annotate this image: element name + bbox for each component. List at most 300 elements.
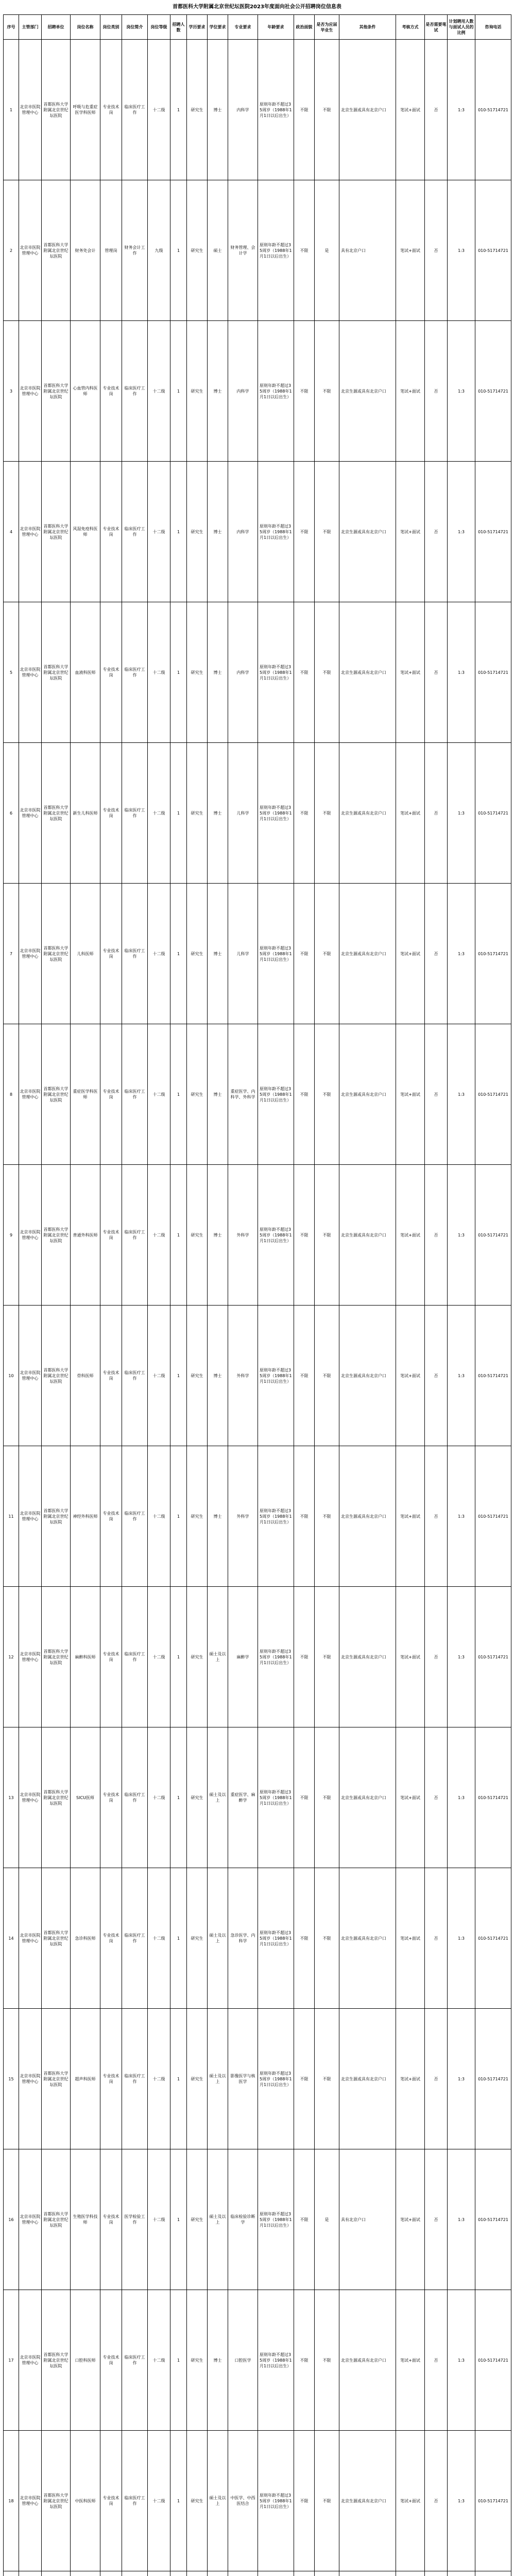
post-description-cell: 临床医疗工作 [122,2290,148,2431]
unit-cell: 首都医科大学附属北京世纪坛医院 [42,462,71,602]
post-category-cell: 专业技术岗 [100,1727,122,1868]
table-row [4,1868,511,2009]
headcount-cell: 1 [170,2009,187,2149]
table-row [4,180,511,321]
political-status-cell: 不限 [294,1306,315,1446]
education-cell: 研究生 [187,1306,208,1446]
major-cell: 重症医学、麻醉学 [228,1727,258,1868]
interview-ratio-cell: 1:3 [448,1727,475,1868]
column-header: 岗位类别 [100,15,122,40]
post-level-cell: 九级 [148,180,170,321]
interview-ratio-cell: 1:3 [448,462,475,602]
post-category-cell: 专业技术岗 [100,321,122,462]
post-category-cell: 专业技术岗 [100,1868,122,2009]
headcount-cell: 1 [170,1306,187,1446]
row-number: 10 [4,1306,19,1446]
department-cell: 北京市医院管理中心 [19,1727,42,1868]
education-cell [187,2571,208,2576]
headcount-cell: 1 [170,1587,187,1727]
recruitment-table [3,14,511,2576]
written-exam-cell: 否 [425,1587,448,1727]
assessment-method-cell: 笔试+面试 [396,2009,425,2149]
age-requirement-cell: 原则年龄不超过35周岁（1988年1月1日以后出生） [258,1446,294,1587]
fresh-graduate-cell: 不限 [315,40,339,180]
major-cell: 内科学 [228,40,258,180]
written-exam-cell: 否 [425,1868,448,2009]
written-exam-cell: 否 [425,462,448,602]
major-cell: 财务管理、会计学 [228,180,258,321]
post-category-cell [100,2571,122,2576]
other-conditions-cell: 北京生源或具有北京户口 [339,884,396,1024]
age-requirement-cell: 原则年龄不超过35周岁（1988年1月1日以后出生） [258,884,294,1024]
education-cell: 研究生 [187,2009,208,2149]
degree-cell: 硕士及以上 [208,1727,228,1868]
post-description-cell: 临床医疗工作 [122,1306,148,1446]
education-cell: 研究生 [187,2290,208,2431]
interview-ratio-cell [448,2571,475,2576]
written-exam-cell: 否 [425,884,448,1024]
headcount-cell: 1 [170,2290,187,2431]
column-header: 序号 [4,15,19,40]
interview-ratio-cell: 1:3 [448,602,475,743]
degree-cell [208,2571,228,2576]
headcount-cell: 1 [170,1727,187,1868]
fresh-graduate-cell: 不限 [315,1306,339,1446]
education-cell: 研究生 [187,1446,208,1587]
fresh-graduate-cell: 不限 [315,602,339,743]
phone-cell: 010-51714721 [475,602,511,743]
department-cell: 北京市医院管理中心 [19,743,42,884]
political-status-cell: 不限 [294,1727,315,1868]
phone-cell: 010-51714721 [475,462,511,602]
unit-cell [42,2571,71,2576]
post-level-cell [148,2571,170,2576]
major-cell: 临床检验诊断学 [228,2149,258,2290]
degree-cell: 硕士 [208,180,228,321]
unit-cell: 首都医科大学附属北京世纪坛医院 [42,743,71,884]
headcount-cell: 1 [170,1868,187,2009]
interview-ratio-cell: 1:3 [448,884,475,1024]
headcount-cell: 1 [170,180,187,321]
unit-cell: 首都医科大学附属北京世纪坛医院 [42,1868,71,2009]
unit-cell: 首都医科大学附属北京世纪坛医院 [42,1446,71,1587]
headcount-cell: 1 [170,40,187,180]
post-level-cell: 十二级 [148,1446,170,1587]
department-cell: 北京市医院管理中心 [19,462,42,602]
post-name-cell: 血液科医师 [71,602,100,743]
phone-cell: 010-51714721 [475,1165,511,1306]
headcount-cell [170,2571,187,2576]
post-description-cell: 临床医疗工作 [122,1024,148,1165]
assessment-method-cell: 笔试+面试 [396,2149,425,2290]
post-level-cell: 十二级 [148,1306,170,1446]
phone-cell: 010-51714721 [475,2431,511,2571]
degree-cell: 博士 [208,2290,228,2431]
interview-ratio-cell: 1:3 [448,1306,475,1446]
age-requirement-cell: 原则年龄不超过35周岁（1988年1月1日以后出生） [258,602,294,743]
other-conditions-cell: 具有北京户口 [339,2149,396,2290]
table-row [4,884,511,1024]
phone-cell: 010-51714721 [475,1587,511,1727]
written-exam-cell: 否 [425,1306,448,1446]
major-cell [228,2571,258,2576]
post-category-cell: 专业技术岗 [100,462,122,602]
department-cell: 北京市医院管理中心 [19,1446,42,1587]
headcount-cell: 1 [170,2431,187,2571]
fresh-graduate-cell [315,2571,339,2576]
column-header: 考核方式 [396,15,425,40]
interview-ratio-cell: 1:3 [448,40,475,180]
post-category-cell: 专业技术岗 [100,1024,122,1165]
assessment-method-cell: 笔试+面试 [396,40,425,180]
interview-ratio-cell: 1:3 [448,1024,475,1165]
other-conditions-cell: 北京生源或具有北京户口 [339,40,396,180]
row-number: 3 [4,321,19,462]
fresh-graduate-cell: 不限 [315,2431,339,2571]
table-row [4,2431,511,2571]
education-cell: 研究生 [187,743,208,884]
interview-ratio-cell: 1:3 [448,2009,475,2149]
assessment-method-cell: 笔试+面试 [396,1306,425,1446]
headcount-cell: 1 [170,884,187,1024]
fresh-graduate-cell: 不限 [315,1868,339,2009]
major-cell: 内科学 [228,462,258,602]
education-cell: 研究生 [187,1727,208,1868]
table-row [4,743,511,884]
education-cell: 研究生 [187,462,208,602]
other-conditions-cell: 北京生源或具有北京户口 [339,1165,396,1306]
assessment-method-cell: 笔试+面试 [396,743,425,884]
fresh-graduate-cell: 是 [315,2149,339,2290]
political-status-cell: 不限 [294,2431,315,2571]
post-name-cell: 中医科医师 [71,2431,100,2571]
written-exam-cell: 否 [425,2149,448,2290]
other-conditions-cell: 具有北京户口 [339,180,396,321]
department-cell: 北京市医院管理中心 [19,1587,42,1727]
major-cell: 内科学 [228,321,258,462]
age-requirement-cell: 原则年龄不超过35周岁（1988年1月1日以后出生） [258,1306,294,1446]
department-cell: 北京市医院管理中心 [19,2290,42,2431]
other-conditions-cell: 北京生源或具有北京户口 [339,1727,396,1868]
age-requirement-cell: 原则年龄不超过35周岁（1988年1月1日以后出生） [258,1587,294,1727]
fresh-graduate-cell: 不限 [315,2009,339,2149]
column-header: 政治面貌 [294,15,315,40]
row-number: 15 [4,2009,19,2149]
degree-cell: 博士 [208,1446,228,1587]
interview-ratio-cell: 1:3 [448,180,475,321]
major-cell: 儿科学 [228,743,258,884]
post-category-cell: 专业技术岗 [100,2009,122,2149]
department-cell: 北京市医院管理中心 [19,884,42,1024]
phone-cell: 010-51714721 [475,1446,511,1587]
row-number: 13 [4,1727,19,1868]
column-header: 招聘单位 [42,15,71,40]
table-row [4,2009,511,2149]
table-row [4,2149,511,2290]
other-conditions-cell: 北京生源或具有北京户口 [339,743,396,884]
phone-cell: 010-51714721 [475,1868,511,2009]
unit-cell: 首都医科大学附属北京世纪坛医院 [42,2149,71,2290]
written-exam-cell: 否 [425,2431,448,2571]
post-level-cell: 十二级 [148,884,170,1024]
degree-cell: 博士 [208,1024,228,1165]
post-category-cell: 管理岗 [100,180,122,321]
interview-ratio-cell: 1:3 [448,1587,475,1727]
degree-cell: 博士 [208,884,228,1024]
post-description-cell: 临床医疗工作 [122,1165,148,1306]
assessment-method-cell: 笔试+面试 [396,884,425,1024]
written-exam-cell: 否 [425,743,448,884]
assessment-method-cell: 笔试+面试 [396,1727,425,1868]
column-header: 计划聘用人数与面试人员的比例 [448,15,475,40]
major-cell: 儿科学 [228,884,258,1024]
assessment-method-cell: 笔试+面试 [396,2431,425,2571]
department-cell: 北京市医院管理中心 [19,602,42,743]
written-exam-cell: 否 [425,2009,448,2149]
interview-ratio-cell: 1:3 [448,2431,475,2571]
age-requirement-cell: 原则年龄不超过35周岁（1988年1月1日以后出生） [258,2290,294,2431]
fresh-graduate-cell: 不限 [315,2290,339,2431]
post-name-cell: 生殖医学科技师 [71,2149,100,2290]
fresh-graduate-cell: 不限 [315,884,339,1024]
written-exam-cell [425,2571,448,2576]
post-category-cell: 专业技术岗 [100,40,122,180]
other-conditions-cell: 北京生源或具有北京户口 [339,602,396,743]
department-cell: 北京市医院管理中心 [19,1165,42,1306]
education-cell: 研究生 [187,602,208,743]
political-status-cell: 不限 [294,2149,315,2290]
age-requirement-cell: 原则年龄不超过35周岁（1988年1月1日以后出生） [258,2149,294,2290]
post-level-cell: 十二级 [148,321,170,462]
headcount-cell: 1 [170,743,187,884]
assessment-method-cell: 笔试+面试 [396,1868,425,2009]
assessment-method-cell: 笔试+面试 [396,2290,425,2431]
degree-cell: 硕士及以上 [208,2149,228,2290]
row-number: 16 [4,2149,19,2290]
other-conditions-cell: 北京生源或具有北京户口 [339,2290,396,2431]
post-level-cell: 十二级 [148,1165,170,1306]
department-cell: 北京市医院管理中心 [19,40,42,180]
post-category-cell: 专业技术岗 [100,1165,122,1306]
post-category-cell: 专业技术岗 [100,2290,122,2431]
other-conditions-cell: 北京生源或具有北京户口 [339,1587,396,1727]
degree-cell: 博士 [208,1165,228,1306]
post-name-cell: 急诊科医师 [71,1868,100,2009]
department-cell: 北京市医院管理中心 [19,2431,42,2571]
row-number: 14 [4,1868,19,2009]
post-name-cell: 超声科医师 [71,2009,100,2149]
other-conditions-cell: 北京生源或具有北京户口 [339,1868,396,2009]
column-header: 学历要求 [187,15,208,40]
degree-cell: 硕士及以上 [208,2009,228,2149]
column-header: 主管部门 [19,15,42,40]
post-level-cell: 十二级 [148,1587,170,1727]
table-row [4,2571,511,2576]
education-cell: 研究生 [187,180,208,321]
table-row [4,1587,511,1727]
department-cell: 北京市医院管理中心 [19,1306,42,1446]
assessment-method-cell: 笔试+面试 [396,1024,425,1165]
table-row [4,2290,511,2431]
post-description-cell: 临床医疗工作 [122,1868,148,2009]
interview-ratio-cell: 1:3 [448,2149,475,2290]
assessment-method-cell: 笔试+面试 [396,462,425,602]
political-status-cell: 不限 [294,2009,315,2149]
education-cell: 研究生 [187,2431,208,2571]
assessment-method-cell: 笔试+面试 [396,1165,425,1306]
table-row [4,1024,511,1165]
unit-cell: 首都医科大学附属北京世纪坛医院 [42,40,71,180]
fresh-graduate-cell: 不限 [315,1587,339,1727]
degree-cell: 博士 [208,40,228,180]
post-name-cell: 财务处会计 [71,180,100,321]
department-cell: 北京市医院管理中心 [19,1024,42,1165]
degree-cell: 博士 [208,1306,228,1446]
headcount-cell: 1 [170,1165,187,1306]
age-requirement-cell: 原则年龄不超过35周岁（1988年1月1日以后出生） [258,1868,294,2009]
education-cell: 研究生 [187,40,208,180]
major-cell: 重症医学、内科学、外科学 [228,1024,258,1165]
post-name-cell: 普通外科医师 [71,1165,100,1306]
header-row [4,15,511,40]
post-description-cell: 临床医疗工作 [122,321,148,462]
political-status-cell: 不限 [294,743,315,884]
degree-cell: 博士 [208,462,228,602]
unit-cell: 首都医科大学附属北京世纪坛医院 [42,602,71,743]
written-exam-cell: 否 [425,2290,448,2431]
row-number: 18 [4,2431,19,2571]
post-description-cell: 医学检验工作 [122,2149,148,2290]
major-cell: 外科学 [228,1306,258,1446]
row-number: 6 [4,743,19,884]
column-header: 年龄要求 [258,15,294,40]
interview-ratio-cell: 1:3 [448,743,475,884]
unit-cell: 首都医科大学附属北京世纪坛医院 [42,1306,71,1446]
degree-cell: 硕士及以上 [208,2431,228,2571]
post-level-cell: 十二级 [148,743,170,884]
row-number: 2 [4,180,19,321]
age-requirement-cell: 原则年龄不超过35周岁（1988年1月1日以后出生） [258,743,294,884]
assessment-method-cell [396,2571,425,2576]
political-status-cell: 不限 [294,884,315,1024]
written-exam-cell: 否 [425,1446,448,1587]
major-cell: 中医学、中西医结合 [228,2431,258,2571]
fresh-graduate-cell: 不限 [315,321,339,462]
unit-cell: 首都医科大学附属北京世纪坛医院 [42,2431,71,2571]
political-status-cell: 不限 [294,1024,315,1165]
age-requirement-cell: 原则年龄不超过35周岁（1988年1月1日以后出生） [258,40,294,180]
phone-cell: 010-51714721 [475,180,511,321]
department-cell: 北京市医院管理中心 [19,321,42,462]
age-requirement-cell: 原则年龄不超过35周岁（1988年1月1日以后出生） [258,1727,294,1868]
unit-cell: 首都医科大学附属北京世纪坛医院 [42,1727,71,1868]
education-cell: 研究生 [187,1587,208,1727]
major-cell: 外科学 [228,1446,258,1587]
column-header: 岗位简介 [122,15,148,40]
assessment-method-cell: 笔试+面试 [396,1587,425,1727]
political-status-cell: 不限 [294,321,315,462]
fresh-graduate-cell: 不限 [315,1446,339,1587]
post-level-cell: 十二级 [148,1024,170,1165]
post-category-cell: 专业技术岗 [100,1446,122,1587]
table-row [4,321,511,462]
interview-ratio-cell: 1:3 [448,1446,475,1587]
education-cell: 研究生 [187,884,208,1024]
political-status-cell: 不限 [294,40,315,180]
table-row [4,40,511,180]
interview-ratio-cell: 1:3 [448,1868,475,2009]
post-description-cell: 临床医疗工作 [122,40,148,180]
unit-cell: 首都医科大学附属北京世纪坛医院 [42,884,71,1024]
age-requirement-cell: 原则年龄不超过35周岁（1988年1月1日以后出生） [258,1165,294,1306]
post-description-cell: 临床医疗工作 [122,743,148,884]
row-number: 17 [4,2290,19,2431]
age-requirement-cell: 原则年龄不超过35周岁（1988年1月1日以后出生） [258,180,294,321]
table-row [4,1446,511,1587]
interview-ratio-cell: 1:3 [448,1165,475,1306]
written-exam-cell: 否 [425,40,448,180]
fresh-graduate-cell: 不限 [315,743,339,884]
degree-cell: 硕士及以上 [208,1587,228,1727]
phone-cell: 010-51714721 [475,1024,511,1165]
department-cell: 北京市医院管理中心 [19,2009,42,2149]
phone-cell: 010-51714721 [475,2290,511,2431]
headcount-cell: 1 [170,1024,187,1165]
post-level-cell: 十二级 [148,462,170,602]
education-cell: 研究生 [187,1165,208,1306]
major-cell: 内科学 [228,602,258,743]
assessment-method-cell: 笔试+面试 [396,602,425,743]
education-cell: 研究生 [187,1024,208,1165]
department-cell: 北京市医院管理中心 [19,2149,42,2290]
post-name-cell: 骨科医师 [71,1306,100,1446]
other-conditions-cell: 北京生源或具有北京户口 [339,2009,396,2149]
post-category-cell: 专业技术岗 [100,1306,122,1446]
page-title: 首都医科大学附属北京世纪坛医院2023年度面向社会公开招聘岗位信息表 [173,4,341,10]
headcount-cell: 1 [170,321,187,462]
education-cell: 研究生 [187,321,208,462]
degree-cell: 博士 [208,743,228,884]
post-level-cell: 十二级 [148,1727,170,1868]
row-number: 7 [4,884,19,1024]
post-level-cell: 十二级 [148,40,170,180]
post-name-cell: 呼吸与危重症医学科医师 [71,40,100,180]
fresh-graduate-cell: 不限 [315,1165,339,1306]
row-number [4,2571,19,2576]
post-category-cell: 专业技术岗 [100,743,122,884]
other-conditions-cell: 北京生源或具有北京户口 [339,1024,396,1165]
post-name-cell: 重症医学科医师 [71,1024,100,1165]
post-name-cell: 风湿免疫科医师 [71,462,100,602]
phone-cell: 010-51714721 [475,1306,511,1446]
interview-ratio-cell: 1:3 [448,321,475,462]
post-category-cell: 专业技术岗 [100,884,122,1024]
row-number: 9 [4,1165,19,1306]
unit-cell: 首都医科大学附属北京世纪坛医院 [42,1165,71,1306]
table-row [4,602,511,743]
political-status-cell [294,2571,315,2576]
unit-cell: 首都医科大学附属北京世纪坛医院 [42,1024,71,1165]
headcount-cell: 1 [170,602,187,743]
major-cell: 口腔医学 [228,2290,258,2431]
post-level-cell: 十二级 [148,1868,170,2009]
post-description-cell: 临床医疗工作 [122,2431,148,2571]
assessment-method-cell: 笔试+面试 [396,321,425,462]
interview-ratio-cell: 1:3 [448,2290,475,2431]
post-description-cell [122,2571,148,2576]
unit-cell: 首都医科大学附属北京世纪坛医院 [42,180,71,321]
assessment-method-cell: 笔试+面试 [396,180,425,321]
